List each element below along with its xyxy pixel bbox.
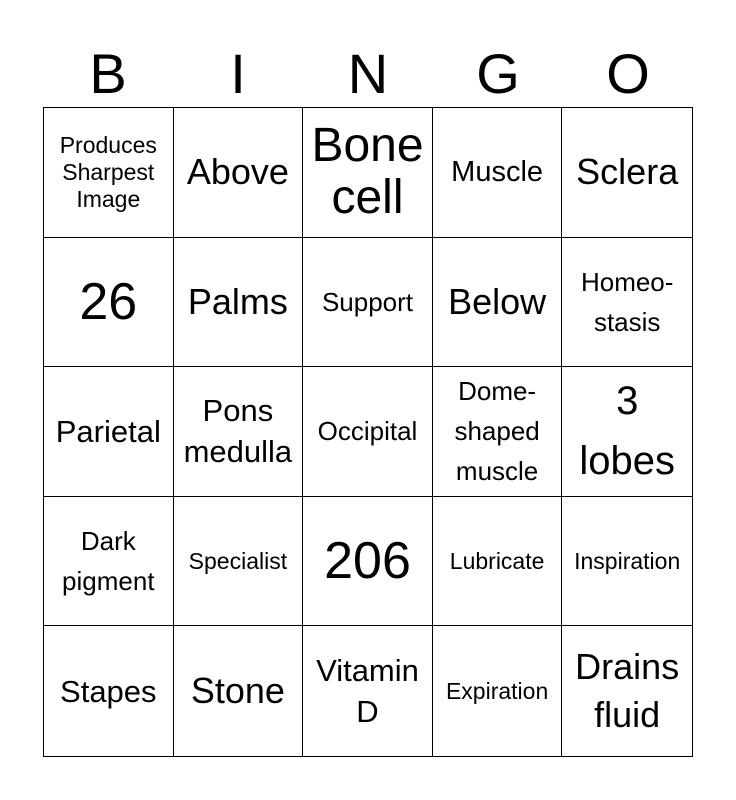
bingo-cell-r3-c2[interactable] — [174, 367, 304, 497]
bingo-cell-r2-c4[interactable] — [433, 238, 563, 368]
cell-label: Sclera — [576, 151, 679, 193]
cell-label: Produces Sharpest Image — [59, 131, 157, 212]
bingo-cell-r2-c1[interactable] — [44, 238, 174, 368]
bingo-cell-r5-c5[interactable] — [562, 626, 692, 756]
bingo-cell-r3-c1[interactable] — [44, 367, 174, 497]
cell-label: Below — [448, 280, 547, 322]
header-letter-o: O — [606, 42, 650, 105]
cell-label: Inspiration — [574, 547, 681, 574]
cell-label: Occipital — [317, 416, 418, 447]
cell-label: Parietal — [55, 413, 161, 449]
header-letter-g: G — [476, 42, 520, 105]
bingo-cell-r4-c3[interactable] — [303, 497, 433, 627]
cell-label: Pons medulla — [183, 393, 293, 470]
cell-label: Vitamin D — [316, 653, 419, 730]
cell-label: Palms — [187, 280, 288, 322]
bingo-cell-r5-c4[interactable] — [433, 626, 563, 756]
bingo-cell-r5-c2[interactable] — [174, 626, 304, 756]
cell-label: Bone cell — [311, 119, 424, 225]
bingo-cell-r3-c4[interactable] — [433, 367, 563, 497]
bingo-cell-r5-c3[interactable] — [303, 626, 433, 756]
header-letter-n: N — [347, 42, 389, 105]
bingo-cell-r3-c5[interactable] — [562, 367, 692, 497]
bingo-cell-r1-c5[interactable] — [562, 108, 692, 238]
cell-label: Drains fluid — [575, 646, 680, 736]
cell-label: Dome- shaped muscle — [454, 376, 540, 487]
bingo-cell-r2-c5[interactable] — [562, 238, 692, 368]
cell-label: Stapes — [60, 673, 157, 709]
bingo-cell-r4-c1[interactable] — [44, 497, 174, 627]
header-letter-b: B — [89, 42, 127, 105]
cell-label: 26 — [79, 272, 138, 331]
bingo-cell-r2-c2[interactable] — [174, 238, 304, 368]
bingo-cell-r5-c1[interactable] — [44, 626, 174, 756]
bingo-cell-r2-c3[interactable] — [303, 238, 433, 368]
cell-label: Specialist — [188, 547, 288, 574]
bingo-cell-r1-c3[interactable] — [303, 108, 433, 238]
bingo-header — [43, 40, 693, 108]
bingo-cell-r4-c5[interactable] — [562, 497, 692, 627]
header-letter-i: I — [230, 42, 246, 105]
cell-label: Expiration — [445, 677, 549, 704]
cell-label: Dark pigment — [62, 526, 155, 597]
bingo-grid — [43, 107, 693, 757]
bingo-cell-r1-c4[interactable] — [433, 108, 563, 238]
cell-label: Support — [321, 286, 414, 317]
cell-label: 3 lobes — [579, 379, 675, 484]
bingo-cell-r3-c3[interactable] — [303, 367, 433, 497]
cell-label: Stone — [190, 670, 285, 712]
cell-label: Homeo- stasis — [580, 266, 674, 337]
bingo-cell-r4-c4[interactable] — [433, 497, 563, 627]
cell-label: Above — [186, 151, 289, 193]
bingo-cell-r1-c1[interactable] — [44, 108, 174, 238]
cell-label: Muscle — [451, 155, 544, 188]
bingo-cell-r4-c2[interactable] — [174, 497, 304, 627]
bingo-cell-r1-c2[interactable] — [174, 108, 304, 238]
cell-label: 206 — [324, 532, 411, 591]
cell-label: Lubricate — [449, 547, 545, 574]
